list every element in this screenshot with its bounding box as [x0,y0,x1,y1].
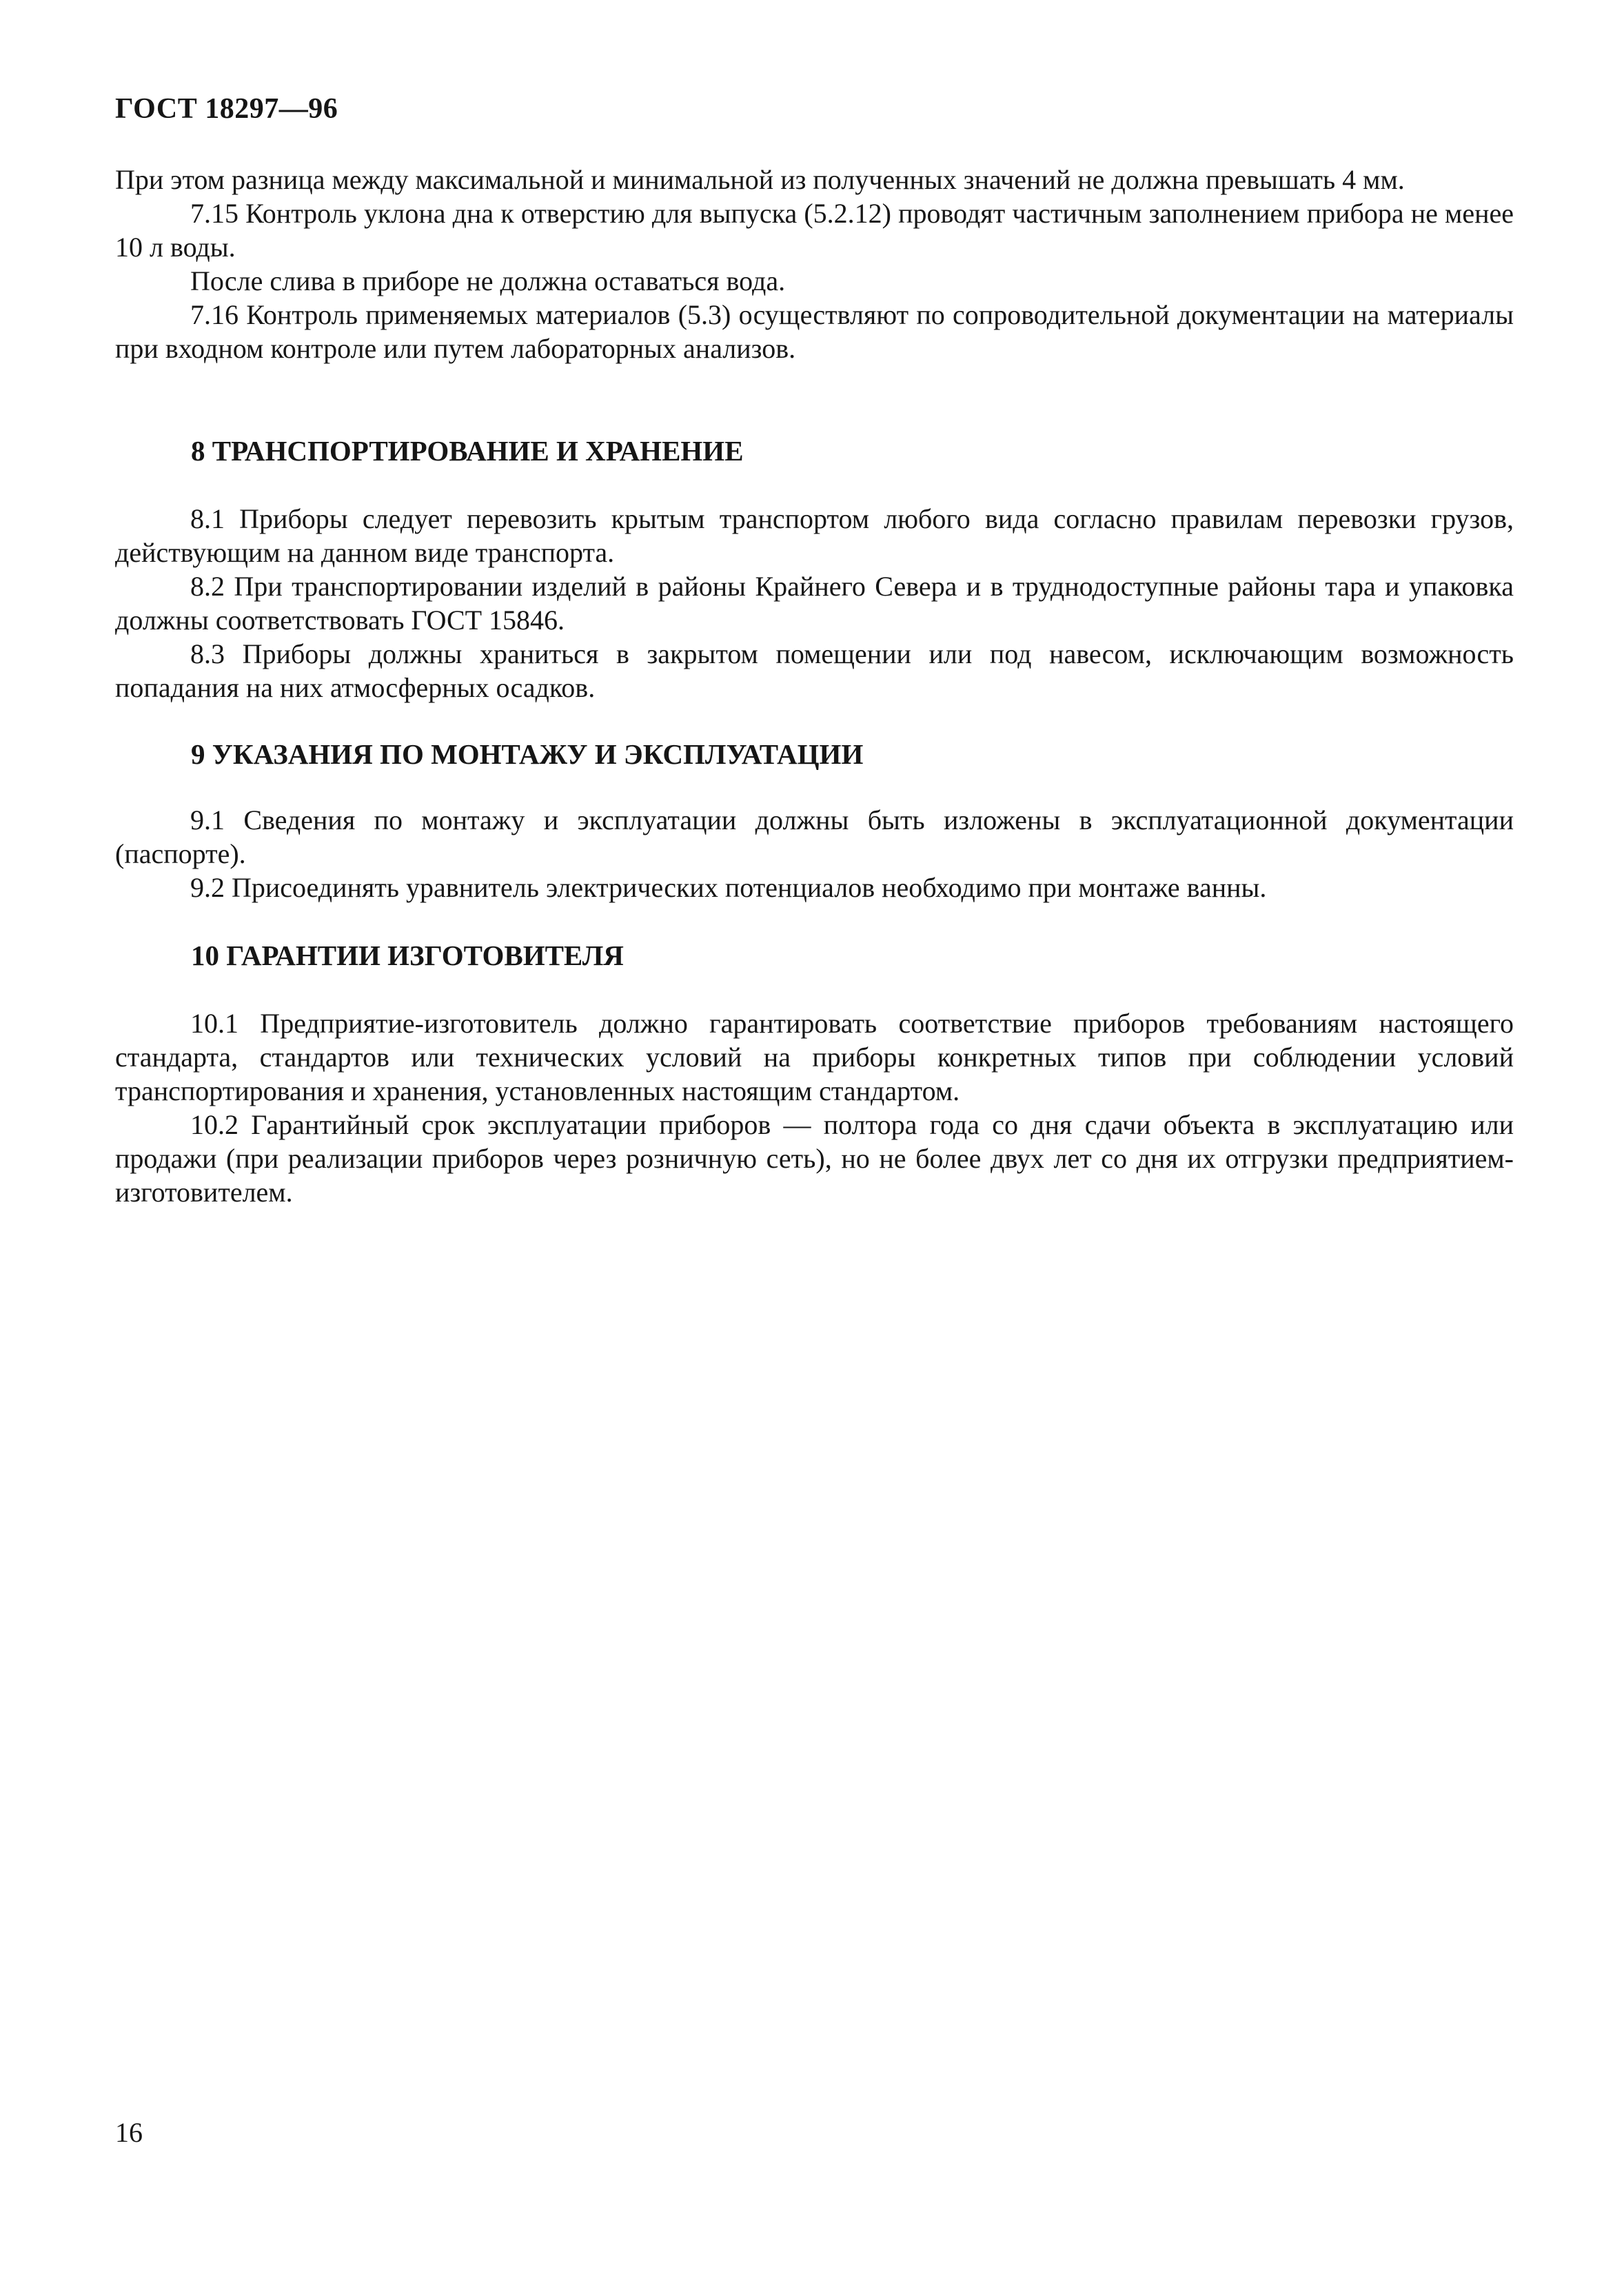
paragraph-7-16: 7.16 Контроль применяемых материалов (5.3) осуществляют по сопроводительной документации на материалы при входном контроле или путем лабораторных анализов. [115,299,1514,364]
section-8-body [115,502,1514,704]
paragraph-9-2: 9.2 Присоединять уравнитель электрических потенциалов необходимо при монтаже ванны. [190,872,1267,903]
paragraph-7-15-note: После слива в приборе не должна оставаться вода. [190,265,786,296]
page-number: 16 [115,2117,143,2148]
section-9-body [115,803,1514,904]
paragraph-7-15: 7.15 Контроль уклона дна к отверстию для выпуска (5.2.12) проводят частичным заполнением прибора не менее 10 л воды. [115,198,1514,263]
paragraph-10-2: 10.2 Гарантийный срок эксплуатации приборов — полтора года со дня сдачи объекта в эксплуатацию или продажи (при реализации приборов через розничную сеть), но не более двух лет со дня их отгрузки предприятием-изготовителем. [115,1109,1514,1208]
section-9-heading: 9 УКАЗАНИЯ ПО МОНТАЖУ И ЭКСПЛУАТАЦИИ [191,738,864,770]
section-8-heading: 8 ТРАНСПОРТИРОВАНИЕ И ХРАНЕНИЕ [191,435,744,467]
section-10-heading: 10 ГАРАНТИИ ИЗГОТОВИТЕЛЯ [191,940,624,971]
paragraph-9-1: 9.1 Сведения по монтажу и эксплуатации должны быть изложены в эксплуатационной документации (паспорте). [115,804,1514,869]
paragraph-8-2: 8.2 При транспортировании изделий в районы Крайнего Севера и в труднодоступные районы тара и упаковка должны соответствовать ГОСТ 15846. [115,571,1514,636]
paragraph-8-1: 8.1 Приборы следует перевозить крытым транспортом любого вида согласно правилам перевозки грузов, действующим на данном виде транспорта. [115,503,1514,568]
document-id: ГОСТ 18297—96 [115,93,338,125]
section-7-continuation [115,163,1514,365]
section-10-body [115,1006,1514,1209]
paragraph-8-3: 8.3 Приборы должны храниться в закрытом помещении или под навесом, исключающим возможность попадания на них атмосферных осадков. [115,638,1514,703]
paragraph-7-14-tail: При этом разница между максимальной и минимальной из полученных значений не должна превышать 4 мм. [115,164,1405,195]
paragraph-10-1: 10.1 Предприятие-изготовитель должно гарантировать соответствие приборов требованиям настоящего стандарта, стандартов или технических условий на приборы конкретных типов при соблюдении условий транспортирования и хранения, установленных настоящим стандартом. [115,1008,1514,1106]
